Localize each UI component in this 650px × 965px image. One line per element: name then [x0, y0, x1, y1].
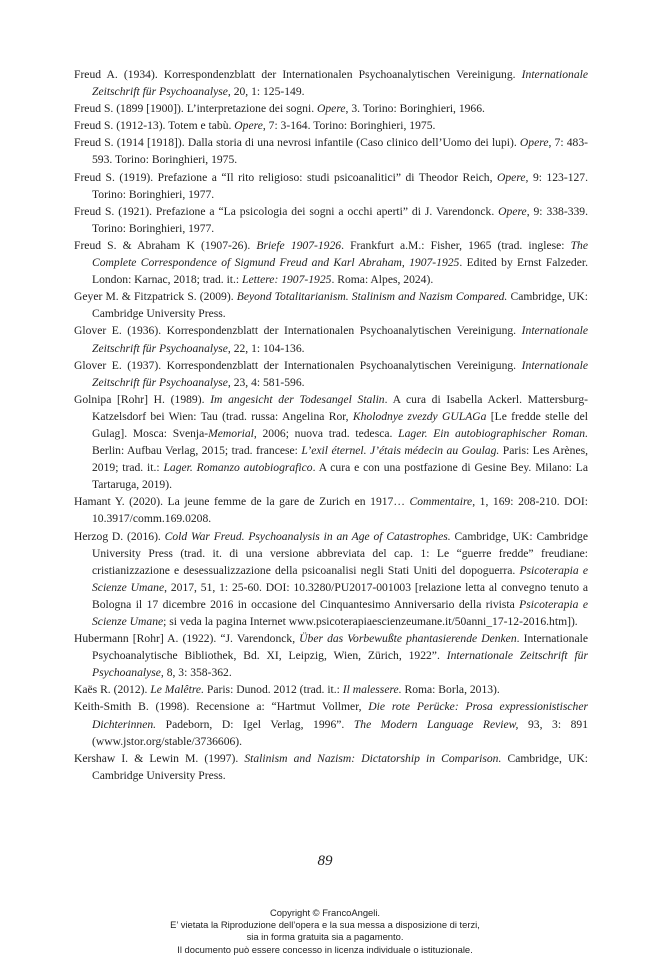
footer-line: Copyright © FrancoAngeli. — [269, 907, 381, 918]
reference-text: Keith-Smith B. (1998). Recensione a: “Hartmut Vollmer, — [74, 700, 369, 714]
reference-text: Freud S. (1914 [1918]). Dalla storia di una nevrosi infantile (Caso clinico dell’Uomo dei lupi). — [74, 136, 520, 150]
reference-text: . A cura di Isabella Ackerl. Mattersburg-Katzelsdorf bei Wien: Tau (trad. russa: Angelina Ror, — [92, 392, 588, 423]
reference-italic-text: L’exil éternel. J’étais médecin au Goulag. — [301, 444, 500, 458]
reference-text: , 23, 4: 581-596. — [227, 375, 305, 389]
reference-italic-text: Briefe 1907-1926 — [256, 238, 342, 252]
reference-entry — [74, 681, 588, 698]
reference-italic-text: Lager. Ein autobiographischer Roman. — [398, 426, 588, 440]
reference-text: Freud S. (1919). Prefazione a “Il rito religioso: studi psicoanalitici” di Theodor Reich, — [74, 170, 497, 184]
reference-text: Cambridge, UK: Cambridge University Press. — [92, 290, 588, 321]
copyright-footer — [0, 907, 650, 956]
reference-text: Freud S. (1899 [1900]). L’interpretazione dei sogni. — [74, 102, 317, 116]
reference-text: Herzog D. (2016). — [74, 529, 165, 543]
reference-text: 8, 3: 358-362. — [163, 666, 232, 680]
reference-entry — [74, 750, 588, 784]
reference-italic-text: Stalinism and Nazism: Dictatorship in Comparison. — [244, 751, 502, 765]
reference-italic-text: Die rote Perücke: Prosa expressionistischer Dichterinnen. — [92, 700, 588, 731]
reference-italic-text: Opere — [234, 119, 263, 133]
reference-italic-text: Internationale Zeitschrift für Psychoanalyse, — [92, 649, 588, 680]
reference-text: Kershaw I. & Lewin M. (1997). — [74, 751, 245, 765]
reference-text: , 7: 483-593. Torino: Boringhieri, 1975. — [92, 136, 588, 167]
reference-entry — [74, 288, 588, 322]
reference-italic-text: Lettere: 1907-1925 — [242, 273, 332, 287]
reference-text: Kaës R. (2012). — [74, 683, 151, 697]
reference-text: 9: 123-127. Torino: Boringhieri, 1977. — [92, 170, 589, 201]
reference-text: Paris: Les Arènes, 2019; trad. it.: — [92, 444, 588, 475]
reference-italic-text: Lager. Romanzo autobiografico — [163, 461, 313, 475]
reference-text: Berlin: Aufbau Verlag, 2015; trad. francese: — [92, 444, 302, 458]
reference-italic-text: Opere — [317, 102, 346, 116]
reference-text: . Roma: Alpes, 2024). — [331, 273, 434, 287]
reference-text: , 1, 169: 208-210. DOI: 10.3917/comm.169.0208. — [92, 495, 589, 526]
reference-entry — [74, 134, 588, 168]
reference-italic-text: Internationale Zeitschrift für Psychoanalyse — [92, 358, 588, 389]
reference-italic-text: The Complete Correspondence of Sigmund Freud and Karl Abraham, 1907-1925 — [92, 238, 588, 270]
reference-italic-text: Internationale Zeitschrift für Psychoanalyse — [92, 68, 588, 99]
reference-italic-text: Opere — [519, 136, 549, 150]
reference-text: . Frankfurt a.M.: Fisher, 1965 (trad. inglese: — [341, 238, 571, 252]
reference-text: Glover E. (1936). Korrespondenzblatt der Internationalen Psychoanalytischen Vereinigung. — [74, 324, 522, 338]
reference-entry — [74, 203, 588, 237]
reference-text: ; si veda la pagina Internet www.psicoterapiaescienzeumane.it/50anni_17-12-2016.htm]). — [163, 615, 578, 628]
reference-italic-text: Psicoterapia e Scienze Umane — [92, 563, 588, 594]
footer-line: E’ vietata la Riproduzione dell’opera e la sua messa a disposizione di terzi, — [170, 919, 480, 931]
footer-line: sia in forma gratuita sia a pagamento. — [246, 931, 404, 943]
reference-text: Freud A. (1934). Korrespondenzblatt der Internationalen Psychoanalytischen Vereinigung. — [74, 68, 522, 81]
reference-text: Roma: Borla, 2013). — [401, 683, 500, 697]
reference-text: Cambridge, UK: Cambridge University Press. — [92, 751, 588, 782]
reference-list — [74, 66, 588, 784]
reference-text: 93, 3: 891 (www.jstor.org/stable/3736606). — [92, 717, 588, 748]
reference-italic-text: Opere — [498, 204, 527, 218]
reference-text: Golnipa [Rohr] H. (1989). — [74, 392, 211, 406]
reference-text: Hamant Y. (2020). La jeune femme de la gare de Zurich en 1917… — [74, 495, 410, 509]
reference-text: , 9: 338-339. Torino: Boringhieri, 1977. — [92, 204, 588, 235]
reference-text: Freud S. (1912-13). Totem e tabù. — [74, 119, 235, 133]
reference-text: Freud S. (1921). Prefazione a “La psicologia dei sogni a occhi aperti” di J. Varendonck. — [74, 204, 499, 218]
reference-entry — [74, 630, 588, 681]
reference-italic-text: Im angesicht der Todesangel Stalin — [210, 392, 385, 406]
reference-text: , 20, 1: 125-149. — [227, 85, 305, 99]
reference-text: Hubermann [Rohr] A. (1922). “J. Varendonck, — [74, 632, 300, 646]
reference-entry — [74, 117, 588, 134]
reference-entry — [74, 357, 588, 391]
reference-entry — [74, 100, 588, 117]
reference-italic-text: Le Malêtre. — [150, 683, 204, 697]
reference-text: Cambridge, UK: Cambridge University Press (trad. it. di una versione abbreviata del cap. 1: Le “guerre fredde” freudiane: cristianizzazione e desessualizzazione della psicoanalisi negli Stati Uniti del dopoguerra. — [92, 529, 588, 577]
reference-entry — [74, 66, 588, 100]
reference-text: , 3. Torino: Boringhieri, 1966. — [345, 102, 485, 116]
reference-text: , 7: 3-164. Torino: Boringhieri, 1975. — [262, 119, 436, 133]
reference-italic-text: Opere, — [497, 170, 529, 184]
reference-text: . Internationale Psychoanalytische Bibliothek, Bd. XI, Leipzig, Wien, Zürich, 1922”. — [92, 632, 588, 663]
reference-text: Glover E. (1937). Korrespondenzblatt der Internationalen Psychoanalytischen Vereinigung. — [74, 358, 522, 372]
page-number: 89 — [317, 853, 333, 869]
reference-italic-text: The Modern Language Review, — [353, 717, 519, 731]
reference-text: Paris: Dunod. 2012 (trad. it.: — [203, 683, 343, 697]
reference-text: , 2006; nuova trad. tedesca. — [253, 426, 399, 440]
reference-italic-text: Commentaire — [409, 495, 473, 509]
reference-entry — [74, 237, 588, 288]
reference-italic-text: Il malessere. — [342, 683, 402, 697]
reference-text: Geyer M. & Fitzpatrick S. (2009). — [74, 290, 237, 304]
reference-italic-text: Psicoterapia e Scienze Umane — [92, 597, 588, 628]
reference-entry — [74, 698, 588, 749]
reference-entry — [74, 169, 588, 203]
reference-entry — [74, 493, 588, 527]
reference-text: . Edited by Ernst Falzeder. London: Karnac, 2018; trad. it.: — [92, 256, 588, 287]
reference-italic-text: Cold War Freud. Psychoanalysis in an Age of Catastrophes. — [164, 529, 451, 543]
reference-text: [Le fredde stelle del Gulag]. Mosca: Svenja- — [92, 409, 589, 440]
footer-line: Il documento può essere concesso in licenza individuale o istituzionale. — [177, 943, 473, 955]
reference-italic-text: Beyond Totalitarianism. Stalinism and Nazism Compared. — [236, 290, 508, 304]
reference-text: . A cura e con una postfazione di Gesine Bey. Milano: La Tartaruga, 2019). — [92, 461, 588, 492]
reference-entry — [74, 322, 588, 356]
reference-italic-text: Über das Vorbewußte phantasierende Denken — [299, 632, 517, 646]
reference-text: , 2017, 51, 1: 25-60. DOI: 10.3280/PU2017-001003 [relazione letta al convegno tenuto a Bologna il 17 dicembre 2016 in occasione del Cinquantesimo Anniversario della rivista — [92, 580, 588, 611]
reference-text: Padeborn, D: Igel Verlag, 1996”. — [156, 717, 354, 731]
reference-text: , 22, 1: 104-136. — [227, 341, 305, 355]
reference-italic-text: Kholodnye zvezdy GULAGa — [352, 409, 487, 423]
reference-entry — [74, 528, 588, 631]
reference-italic-text: Memorial — [208, 426, 254, 440]
reference-text: Freud S. & Abraham K (1907-26). — [74, 238, 257, 252]
reference-entry — [74, 391, 588, 494]
reference-italic-text: Internationale Zeitschrift für Psychoanalyse — [92, 324, 588, 355]
